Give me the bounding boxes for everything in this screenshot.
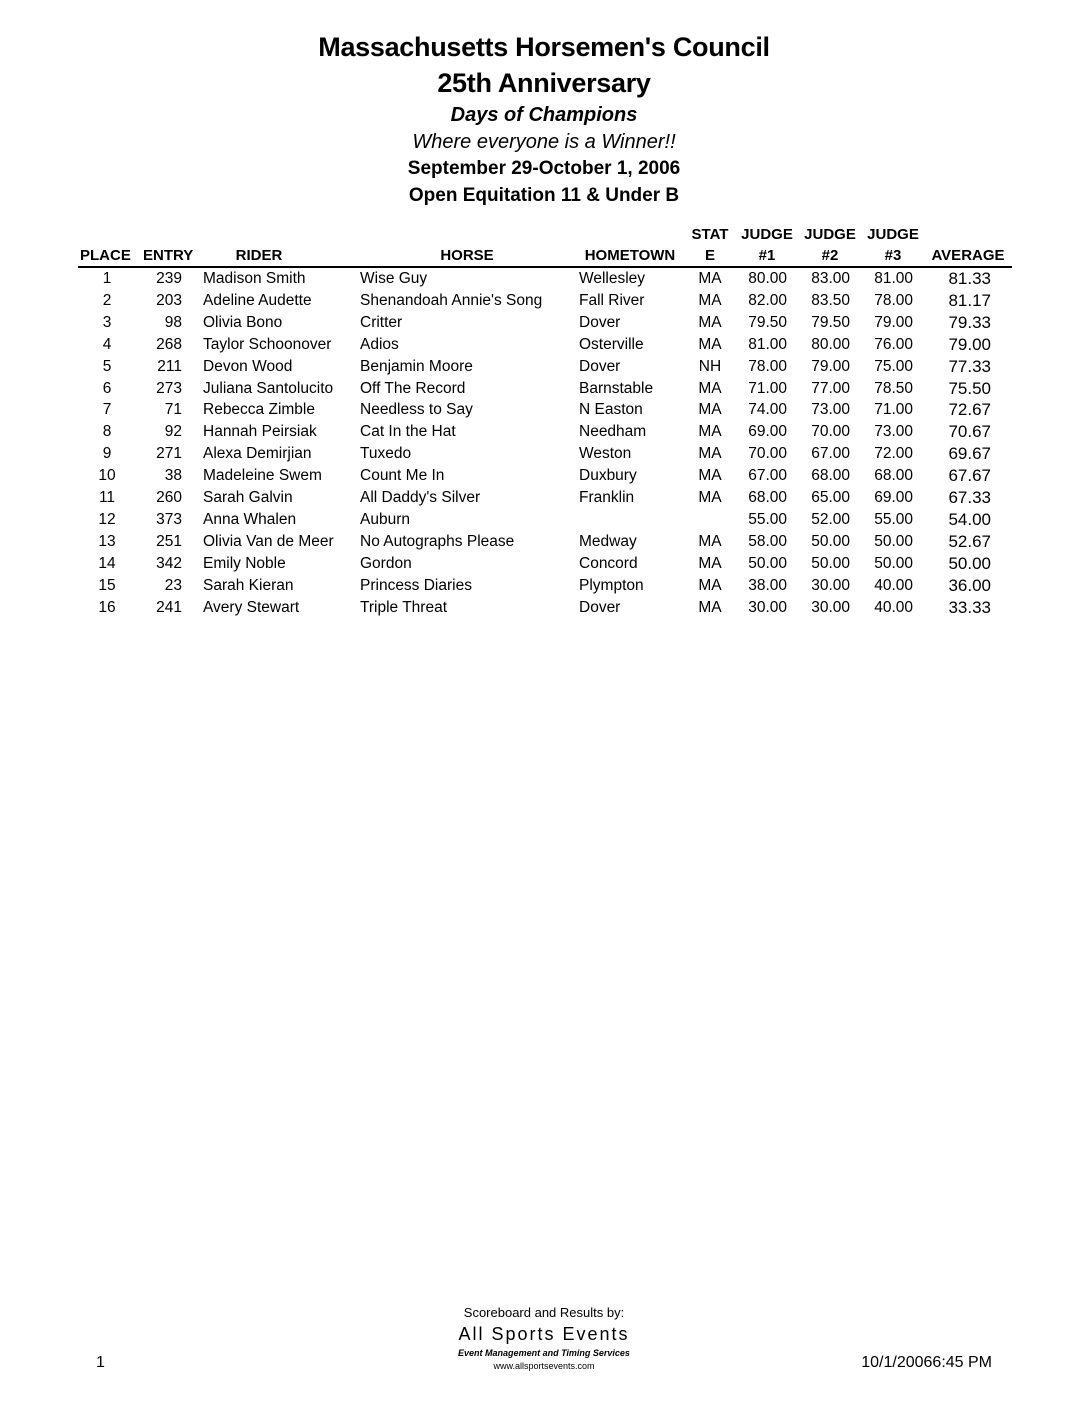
cell-judge2: 73.00 <box>811 401 850 419</box>
col-header-state-bottom: E <box>704 247 716 264</box>
cell-rider: Devon Wood <box>203 357 293 375</box>
footer-scoreboard-by: Scoreboard and Results by: <box>463 1305 625 1320</box>
cell-judge1: 79.50 <box>748 313 787 331</box>
event-dates: September 29-October 1, 2006 <box>407 158 681 179</box>
cell-judge3: 79.00 <box>874 313 913 331</box>
cell-judge2: 83.50 <box>811 291 850 309</box>
cell-judge2: 50.00 <box>811 532 850 550</box>
cell-rider: Olivia Van de Meer <box>203 532 334 550</box>
cell-place: 14 <box>98 554 116 572</box>
cell-rider: Taylor Schoonover <box>203 335 332 353</box>
col-header-place: PLACE <box>80 247 131 264</box>
cell-average: 69.67 <box>948 444 991 464</box>
col-header-entry: ENTRY <box>143 247 194 264</box>
cell-average: 54.00 <box>948 509 991 529</box>
cell-judge2: 50.00 <box>811 554 850 572</box>
cell-entry: 268 <box>156 335 182 353</box>
cell-average: 36.00 <box>948 575 991 595</box>
cell-place: 6 <box>102 379 112 397</box>
cell-entry: 71 <box>164 401 182 419</box>
cell-average: 77.33 <box>948 356 991 376</box>
cell-place: 5 <box>102 357 112 375</box>
cell-hometown: Franklin <box>579 489 635 506</box>
cell-place: 16 <box>98 598 116 616</box>
cell-state: MA <box>698 554 722 572</box>
cell-horse: No Autographs Please <box>360 532 515 550</box>
cell-judge1: 30.00 <box>748 598 787 616</box>
cell-judge3: 73.00 <box>874 423 913 441</box>
cell-hometown: Dover <box>579 357 621 375</box>
cell-judge2: 30.00 <box>811 576 850 594</box>
cell-hometown: Needham <box>579 423 647 441</box>
cell-entry: 92 <box>164 423 182 441</box>
page-number: 1 <box>96 1354 105 1371</box>
cell-judge1: 74.00 <box>748 401 787 419</box>
cell-average: 67.67 <box>948 466 991 486</box>
event-slogan: Where everyone is a Winner!! <box>412 131 676 153</box>
cell-judge1: 71.00 <box>748 379 787 397</box>
cell-judge2: 67.00 <box>811 445 850 463</box>
cell-judge3: 76.00 <box>874 335 913 353</box>
cell-hometown: Plympton <box>579 576 644 594</box>
cell-average: 33.33 <box>948 597 991 617</box>
cell-judge3: 81.00 <box>874 270 913 287</box>
cell-judge3: 50.00 <box>874 554 913 572</box>
cell-hometown: Weston <box>579 445 632 463</box>
cell-horse: Gordon <box>360 554 412 572</box>
cell-entry: 211 <box>157 357 182 375</box>
cell-judge2: 65.00 <box>811 489 850 506</box>
cell-judge2: 79.00 <box>811 357 850 375</box>
cell-average: 50.00 <box>948 553 991 573</box>
cell-place: 12 <box>98 510 116 528</box>
cell-horse: Count Me In <box>360 467 445 485</box>
cell-judge2: 80.00 <box>811 335 850 353</box>
cell-judge1: 55.00 <box>748 510 787 528</box>
cell-state: MA <box>698 379 722 397</box>
cell-state: MA <box>698 423 722 441</box>
cell-judge1: 69.00 <box>748 423 787 441</box>
cell-judge1: 38.00 <box>748 576 787 594</box>
cell-hometown: Dover <box>579 598 621 616</box>
cell-judge1: 80.00 <box>748 270 787 287</box>
cell-entry: 98 <box>164 313 182 331</box>
col-header-hometown: HOMETOWN <box>584 247 676 264</box>
cell-judge1: 67.00 <box>748 467 787 485</box>
cell-judge3: 55.00 <box>874 510 913 528</box>
cell-horse: Cat In the Hat <box>360 423 456 441</box>
col-header-judge1-top: JUDGE <box>741 226 793 243</box>
col-header-rider: RIDER <box>235 247 283 264</box>
cell-average: 79.33 <box>948 312 991 332</box>
cell-place: 8 <box>102 423 112 441</box>
cell-rider: Sarah Kieran <box>203 576 294 594</box>
cell-hometown: Fall River <box>579 291 645 309</box>
col-header-horse: HORSE <box>440 247 494 264</box>
cell-rider: Madeleine Swem <box>203 467 322 485</box>
page-subtitle: 25th Anniversary <box>437 68 651 98</box>
cell-place: 1 <box>102 270 112 287</box>
cell-horse: Shenandoah Annie's Song <box>360 291 543 309</box>
cell-average: 79.00 <box>948 334 991 354</box>
cell-judge1: 68.00 <box>748 489 787 506</box>
cell-hometown: Dover <box>579 313 621 331</box>
cell-horse: Princess Diaries <box>360 576 472 594</box>
cell-judge1: 81.00 <box>748 335 787 353</box>
cell-state: MA <box>698 291 722 309</box>
cell-horse: Auburn <box>360 510 410 528</box>
event-name: Days of Champions <box>450 104 638 126</box>
cell-rider: Juliana Santolucito <box>203 379 334 397</box>
cell-average: 72.67 <box>948 400 991 420</box>
col-header-judge1-bottom: #1 <box>758 247 776 264</box>
cell-judge1: 70.00 <box>748 445 787 463</box>
cell-horse: Tuxedo <box>360 445 412 463</box>
cell-judge3: 69.00 <box>874 489 913 506</box>
cell-average: 70.67 <box>948 422 991 442</box>
footer-services: Event Management and Timing Services <box>458 1348 630 1358</box>
cell-state: MA <box>698 532 722 550</box>
cell-state: MA <box>698 467 722 485</box>
cell-rider: Anna Whalen <box>203 510 297 528</box>
cell-judge3: 72.00 <box>874 445 913 463</box>
cell-judge1: 58.00 <box>748 532 787 550</box>
cell-place: 3 <box>102 313 112 331</box>
cell-place: 13 <box>98 532 116 550</box>
cell-judge2: 52.00 <box>811 510 850 528</box>
cell-judge3: 78.00 <box>874 291 913 309</box>
cell-judge1: 78.00 <box>748 357 787 375</box>
cell-horse: All Daddy's Silver <box>360 489 481 506</box>
cell-state: MA <box>698 335 722 353</box>
class-name: Open Equitation 11 & Under B <box>408 185 680 206</box>
cell-average: 75.50 <box>948 378 991 398</box>
cell-judge2: 30.00 <box>811 598 850 616</box>
cell-entry: 271 <box>156 445 182 463</box>
cell-entry: 342 <box>156 554 182 572</box>
cell-rider: Rebecca Zimble <box>203 401 315 419</box>
cell-hometown: Osterville <box>579 335 644 353</box>
cell-entry: 373 <box>156 510 182 528</box>
cell-judge2: 83.00 <box>811 270 850 287</box>
col-header-average: AVERAGE <box>931 247 1005 264</box>
cell-horse: Off The Record <box>360 379 466 397</box>
cell-judge1: 82.00 <box>748 291 787 309</box>
cell-judge3: 71.00 <box>874 401 913 419</box>
cell-hometown: Medway <box>579 532 637 550</box>
cell-entry: 251 <box>156 532 182 550</box>
cell-entry: 260 <box>156 489 182 506</box>
cell-hometown: Concord <box>579 554 638 572</box>
page-title: Massachusetts Horsemen's Council <box>318 32 770 62</box>
cell-judge2: 68.00 <box>811 467 850 485</box>
cell-entry: 273 <box>156 379 182 397</box>
cell-place: 2 <box>102 291 112 309</box>
cell-average: 81.17 <box>948 290 991 310</box>
cell-entry: 38 <box>164 467 182 485</box>
cell-average: 81.33 <box>948 269 991 288</box>
cell-state: MA <box>698 313 722 331</box>
cell-state: MA <box>698 401 722 419</box>
cell-state: NH <box>698 357 722 375</box>
cell-judge3: 50.00 <box>874 532 913 550</box>
cell-horse: Needless to Say <box>360 401 473 419</box>
cell-horse: Wise Guy <box>360 270 428 287</box>
cell-state: MA <box>698 576 722 594</box>
cell-hometown: Wellesley <box>579 270 646 287</box>
cell-average: 67.33 <box>948 488 991 507</box>
cell-rider: Emily Noble <box>203 554 286 572</box>
col-header-judge3-top: JUDGE <box>867 226 919 243</box>
cell-rider: Sarah Galvin <box>203 489 293 506</box>
cell-judge3: 75.00 <box>874 357 913 375</box>
cell-place: 15 <box>98 576 116 594</box>
cell-judge3: 40.00 <box>874 598 913 616</box>
cell-judge2: 77.00 <box>811 379 850 397</box>
cell-rider: Adeline Audette <box>203 291 312 309</box>
cell-entry: 23 <box>164 576 182 594</box>
cell-hometown: Barnstable <box>579 379 654 397</box>
cell-place: 10 <box>98 467 116 485</box>
cell-place: 7 <box>102 401 112 419</box>
cell-place: 11 <box>98 489 116 506</box>
footer-brand: All Sports Events <box>458 1324 630 1344</box>
print-timestamp: 10/1/20066:45 PM <box>861 1354 992 1371</box>
cell-place: 4 <box>102 335 112 353</box>
col-header-judge3-bottom: #3 <box>884 247 902 264</box>
cell-horse: Triple Threat <box>360 598 448 616</box>
cell-judge3: 68.00 <box>874 467 913 485</box>
cell-state: MA <box>698 489 722 506</box>
cell-rider: Madison Smith <box>203 270 306 287</box>
cell-entry: 241 <box>156 598 182 616</box>
cell-horse: Adios <box>360 335 399 353</box>
cell-rider: Alexa Demirjian <box>203 445 312 463</box>
cell-state: MA <box>698 598 722 616</box>
cell-state: MA <box>698 270 722 287</box>
cell-horse: Critter <box>360 313 403 331</box>
cell-hometown: Duxbury <box>579 467 637 485</box>
cell-entry: 239 <box>156 270 182 287</box>
col-header-judge2-bottom: #2 <box>821 247 839 264</box>
footer-url: www.allsportsevents.com <box>493 1361 595 1371</box>
cell-rider: Olivia Bono <box>203 313 283 331</box>
cell-judge3: 40.00 <box>874 576 913 594</box>
col-header-state-top: STAT <box>691 226 729 243</box>
cell-rider: Hannah Peirsiak <box>203 423 317 441</box>
cell-rider: Avery Stewart <box>203 598 300 616</box>
cell-judge2: 79.50 <box>811 313 850 331</box>
header-divider <box>78 266 1012 268</box>
cell-place: 9 <box>102 445 112 463</box>
cell-entry: 203 <box>156 291 182 309</box>
cell-state: MA <box>698 445 722 463</box>
cell-average: 52.67 <box>948 531 991 551</box>
cell-judge2: 70.00 <box>811 423 850 441</box>
cell-judge1: 50.00 <box>748 554 787 572</box>
cell-hometown: N Easton <box>579 401 643 419</box>
cell-judge3: 78.50 <box>874 379 913 397</box>
col-header-judge2-top: JUDGE <box>804 226 856 243</box>
cell-horse: Benjamin Moore <box>360 357 473 375</box>
